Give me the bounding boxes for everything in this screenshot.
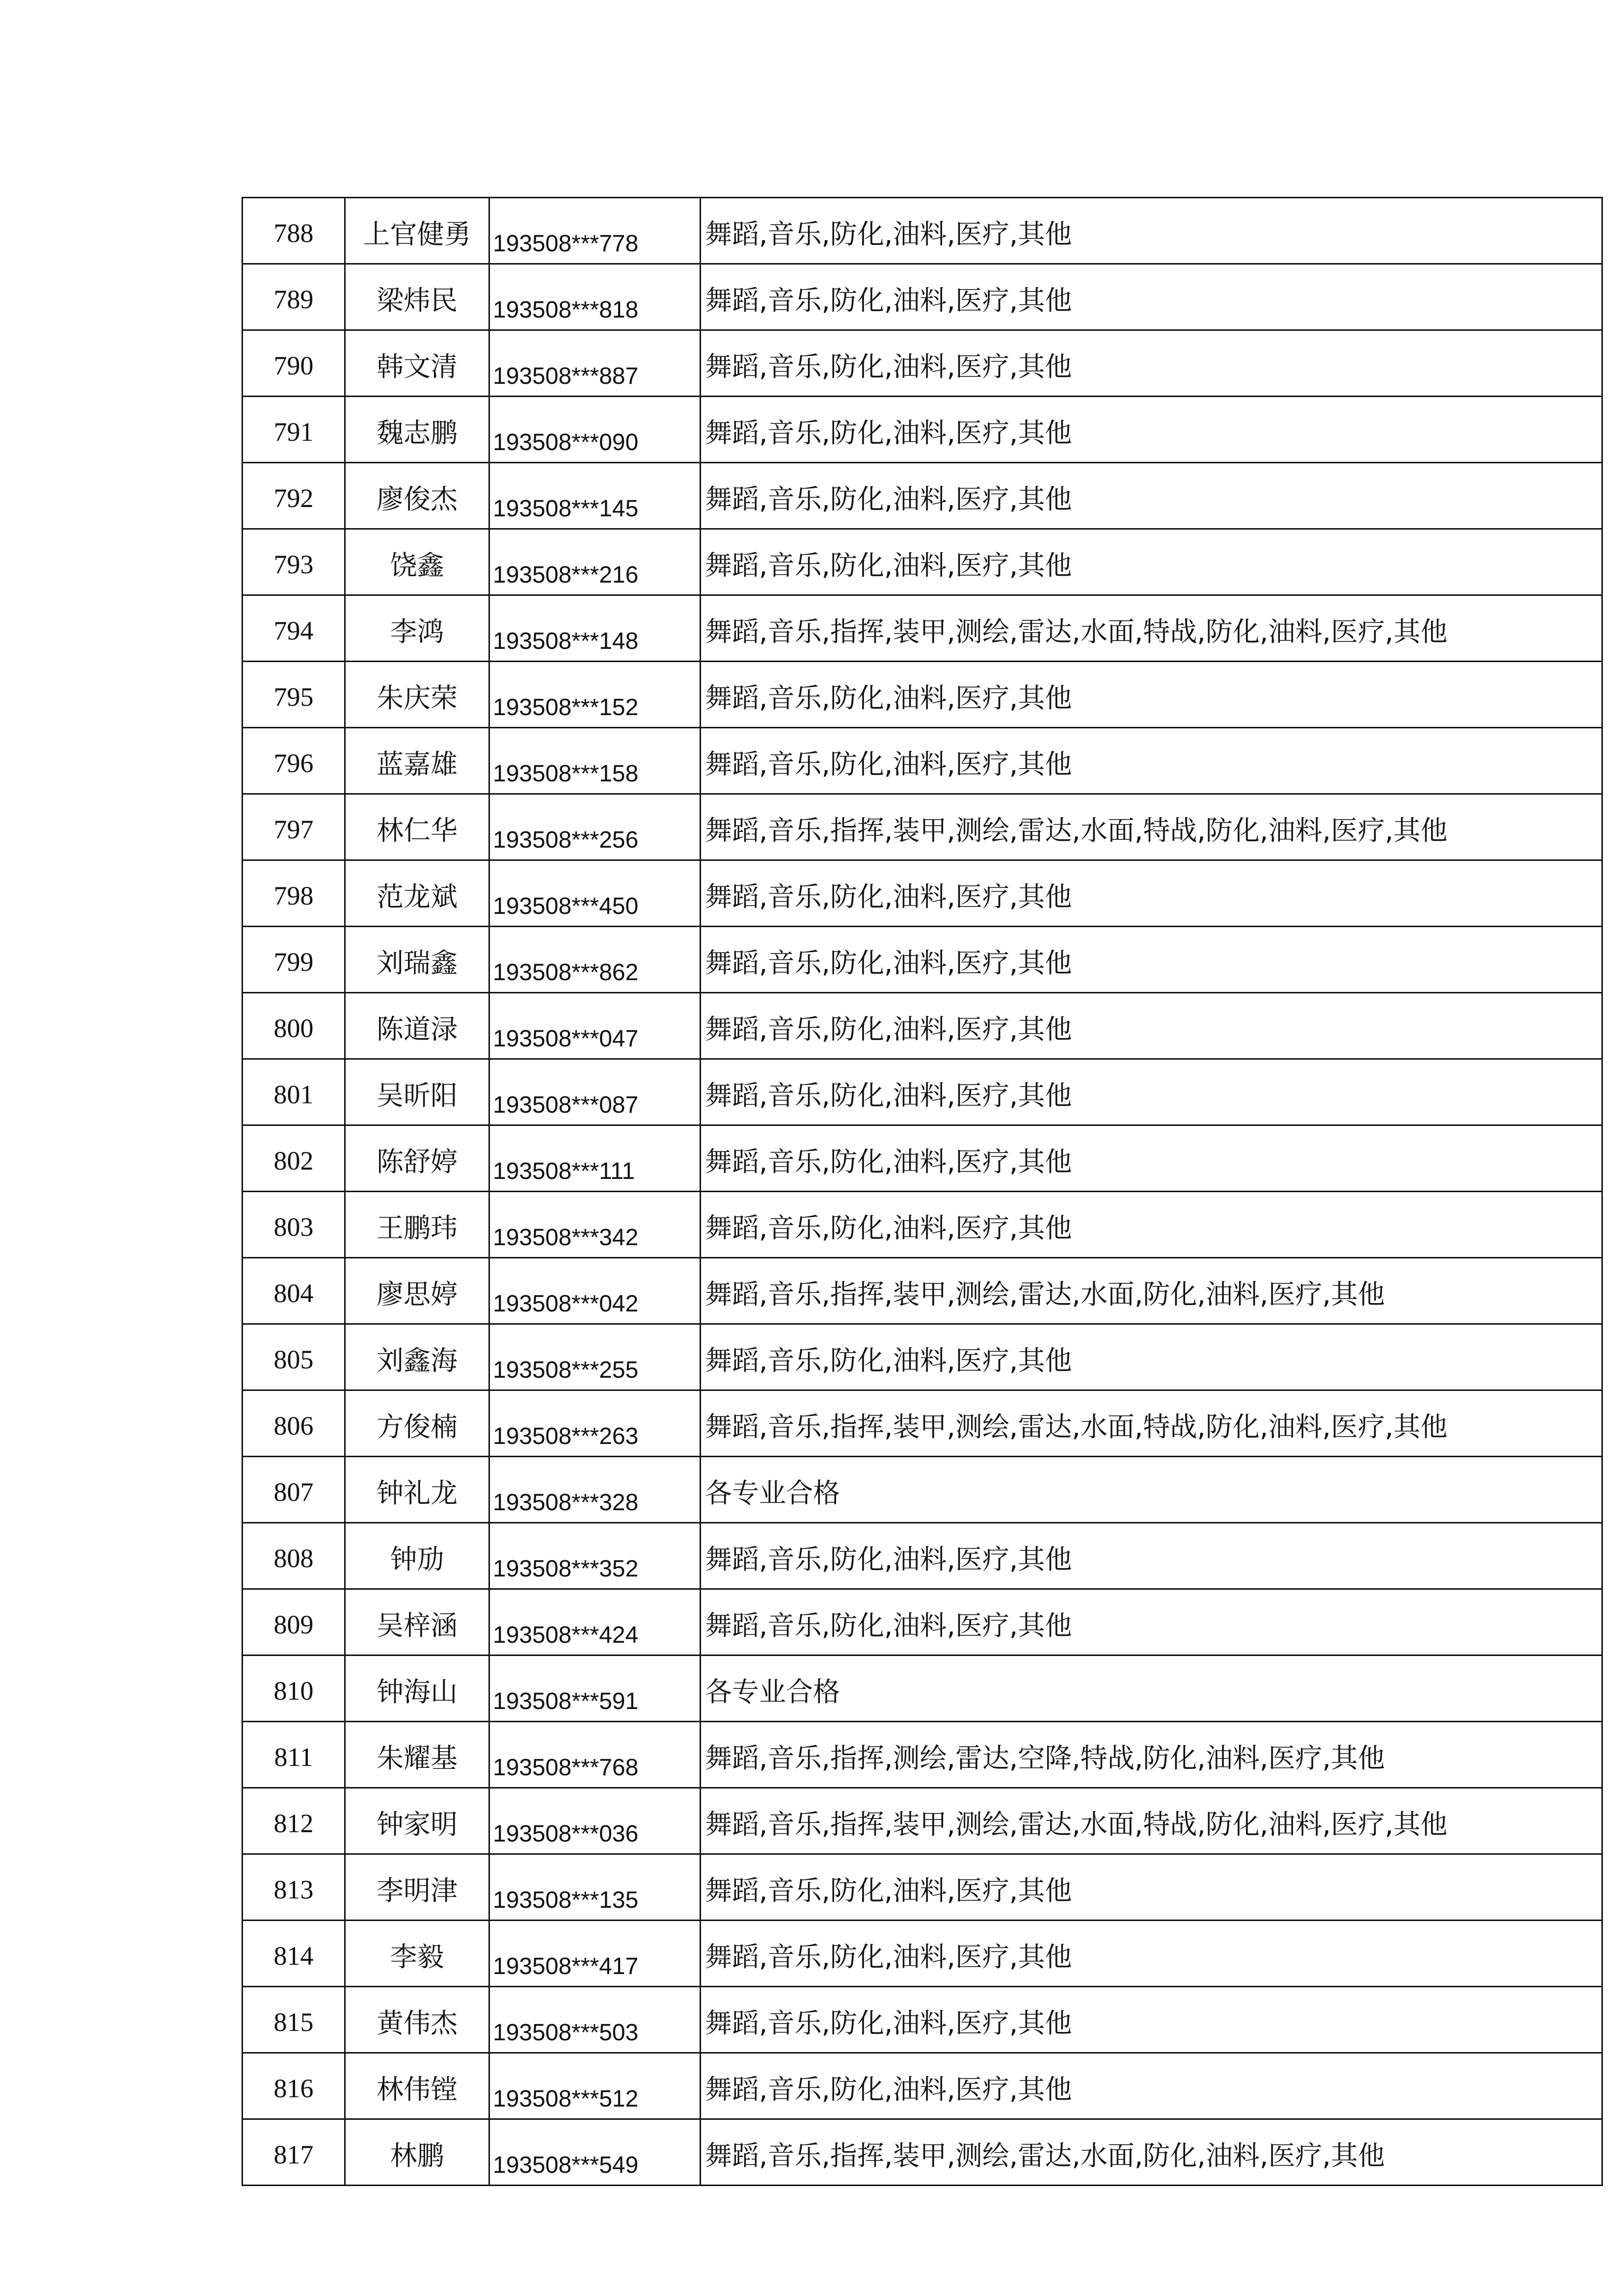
qualified-specialties-cell: 舞蹈,音乐,防化,油料,医疗,其他 xyxy=(701,1125,1602,1192)
id-number-cell: 193508***090 xyxy=(489,397,701,463)
row-number-cell: 810 xyxy=(243,1655,345,1722)
row-number-cell: 794 xyxy=(243,595,345,662)
row-number-cell: 790 xyxy=(243,330,345,397)
qualified-specialties-cell: 舞蹈,音乐,防化,油料,医疗,其他 xyxy=(701,198,1602,264)
row-number-cell: 817 xyxy=(243,2119,345,2186)
table-row xyxy=(243,794,1602,860)
row-number-cell: 812 xyxy=(243,1788,345,1854)
row-number-cell: 788 xyxy=(243,198,345,264)
id-number-cell: 193508***152 xyxy=(489,662,701,728)
table-row xyxy=(243,2119,1602,2186)
row-number-cell: 796 xyxy=(243,728,345,794)
table-row xyxy=(243,860,1602,927)
table-row xyxy=(243,529,1602,595)
row-number-cell: 803 xyxy=(243,1192,345,1258)
row-number-cell: 804 xyxy=(243,1258,345,1324)
row-number-cell: 816 xyxy=(243,2053,345,2119)
id-number-cell: 193508***255 xyxy=(489,1324,701,1390)
table-row xyxy=(243,1523,1602,1589)
result-table xyxy=(242,197,1603,2186)
qualified-specialties-cell: 舞蹈,音乐,防化,油料,医疗,其他 xyxy=(701,728,1602,794)
qualified-specialties-cell: 舞蹈,音乐,防化,油料,医疗,其他 xyxy=(701,1589,1602,1655)
name-cell: 廖思婷 xyxy=(345,1258,489,1324)
name-cell: 钟劢 xyxy=(345,1523,489,1589)
table-row xyxy=(243,198,1602,264)
name-cell: 李鸿 xyxy=(345,595,489,662)
row-number-cell: 792 xyxy=(243,463,345,529)
name-cell: 方俊楠 xyxy=(345,1390,489,1457)
id-number-cell: 193508***148 xyxy=(489,595,701,662)
id-number-cell: 193508***778 xyxy=(489,198,701,264)
row-number-cell: 789 xyxy=(243,264,345,330)
table-row xyxy=(243,662,1602,728)
name-cell: 刘鑫海 xyxy=(345,1324,489,1390)
id-number-cell: 193508***887 xyxy=(489,330,701,397)
table-row xyxy=(243,1655,1602,1722)
table-row xyxy=(243,1722,1602,1788)
name-cell: 林仁华 xyxy=(345,794,489,860)
table-row xyxy=(243,1788,1602,1854)
table-row xyxy=(243,1059,1602,1125)
qualified-specialties-cell: 舞蹈,音乐,防化,油料,医疗,其他 xyxy=(701,1921,1602,1987)
id-number-cell: 193508***328 xyxy=(489,1457,701,1523)
table-row xyxy=(243,993,1602,1059)
id-number-cell: 193508***263 xyxy=(489,1390,701,1457)
table-row xyxy=(243,1589,1602,1655)
row-number-cell: 815 xyxy=(243,1987,345,2053)
id-number-cell: 193508***549 xyxy=(489,2119,701,2186)
row-number-cell: 802 xyxy=(243,1125,345,1192)
name-cell: 朱庆荣 xyxy=(345,662,489,728)
id-number-cell: 193508***862 xyxy=(489,927,701,993)
row-number-cell: 800 xyxy=(243,993,345,1059)
row-number-cell: 809 xyxy=(243,1589,345,1655)
row-number-cell: 797 xyxy=(243,794,345,860)
name-cell: 陈道渌 xyxy=(345,993,489,1059)
name-cell: 梁炜民 xyxy=(345,264,489,330)
row-number-cell: 805 xyxy=(243,1324,345,1390)
table-row xyxy=(243,1921,1602,1987)
id-number-cell: 193508***111 xyxy=(489,1125,701,1192)
qualified-specialties-cell: 舞蹈,音乐,防化,油料,医疗,其他 xyxy=(701,993,1602,1059)
table-row xyxy=(243,1987,1602,2053)
table-row xyxy=(243,2053,1602,2119)
id-number-cell: 193508***512 xyxy=(489,2053,701,2119)
row-number-cell: 801 xyxy=(243,1059,345,1125)
row-number-cell: 813 xyxy=(243,1854,345,1921)
name-cell: 廖俊杰 xyxy=(345,463,489,529)
name-cell: 刘瑞鑫 xyxy=(345,927,489,993)
id-number-cell: 193508***216 xyxy=(489,529,701,595)
qualified-specialties-cell: 舞蹈,音乐,防化,油料,医疗,其他 xyxy=(701,264,1602,330)
id-number-cell: 193508***424 xyxy=(489,1589,701,1655)
qualified-specialties-cell: 舞蹈,音乐,防化,油料,医疗,其他 xyxy=(701,927,1602,993)
table-row xyxy=(243,1192,1602,1258)
name-cell: 王鹏玮 xyxy=(345,1192,489,1258)
row-number-cell: 806 xyxy=(243,1390,345,1457)
id-number-cell: 193508***036 xyxy=(489,1788,701,1854)
table-row xyxy=(243,728,1602,794)
table-row xyxy=(243,463,1602,529)
qualified-specialties-cell: 舞蹈,音乐,防化,油料,医疗,其他 xyxy=(701,1059,1602,1125)
table-row xyxy=(243,927,1602,993)
name-cell: 吴昕阳 xyxy=(345,1059,489,1125)
name-cell: 林鹏 xyxy=(345,2119,489,2186)
table-row xyxy=(243,1324,1602,1390)
name-cell: 饶鑫 xyxy=(345,529,489,595)
table-row xyxy=(243,397,1602,463)
qualified-specialties-cell: 舞蹈,音乐,指挥,装甲,测绘,雷达,水面,特战,防化,油料,医疗,其他 xyxy=(701,1788,1602,1854)
name-cell: 黄伟杰 xyxy=(345,1987,489,2053)
table-row xyxy=(243,330,1602,397)
name-cell: 李明津 xyxy=(345,1854,489,1921)
name-cell: 钟家明 xyxy=(345,1788,489,1854)
id-number-cell: 193508***818 xyxy=(489,264,701,330)
row-number-cell: 807 xyxy=(243,1457,345,1523)
row-number-cell: 814 xyxy=(243,1921,345,1987)
qualified-specialties-cell: 舞蹈,音乐,指挥,装甲,测绘,雷达,水面,防化,油料,医疗,其他 xyxy=(701,2119,1602,2186)
qualified-specialties-cell: 舞蹈,音乐,指挥,测绘,雷达,空降,特战,防化,油料,医疗,其他 xyxy=(701,1722,1602,1788)
row-number-cell: 798 xyxy=(243,860,345,927)
name-cell: 范龙斌 xyxy=(345,860,489,927)
qualified-specialties-cell: 舞蹈,音乐,指挥,装甲,测绘,雷达,水面,防化,油料,医疗,其他 xyxy=(701,1258,1602,1324)
qualified-specialties-cell: 舞蹈,音乐,指挥,装甲,测绘,雷达,水面,特战,防化,油料,医疗,其他 xyxy=(701,1390,1602,1457)
name-cell: 钟海山 xyxy=(345,1655,489,1722)
name-cell: 林伟镗 xyxy=(345,2053,489,2119)
qualified-specialties-cell: 舞蹈,音乐,防化,油料,医疗,其他 xyxy=(701,1192,1602,1258)
id-number-cell: 193508***087 xyxy=(489,1059,701,1125)
row-number-cell: 811 xyxy=(243,1722,345,1788)
qualified-specialties-cell: 舞蹈,音乐,防化,油料,医疗,其他 xyxy=(701,1523,1602,1589)
id-number-cell: 193508***042 xyxy=(489,1258,701,1324)
name-cell: 吴梓涵 xyxy=(345,1589,489,1655)
name-cell: 朱耀基 xyxy=(345,1722,489,1788)
name-cell: 李毅 xyxy=(345,1921,489,1987)
qualified-specialties-cell: 舞蹈,音乐,防化,油料,医疗,其他 xyxy=(701,1987,1602,2053)
table-row xyxy=(243,595,1602,662)
name-cell: 上官健勇 xyxy=(345,198,489,264)
table-row xyxy=(243,264,1602,330)
qualified-specialties-cell: 舞蹈,音乐,防化,油料,医疗,其他 xyxy=(701,463,1602,529)
row-number-cell: 799 xyxy=(243,927,345,993)
id-number-cell: 193508***352 xyxy=(489,1523,701,1589)
id-number-cell: 193508***135 xyxy=(489,1854,701,1921)
table-row xyxy=(243,1390,1602,1457)
row-number-cell: 791 xyxy=(243,397,345,463)
qualified-specialties-cell: 舞蹈,音乐,防化,油料,医疗,其他 xyxy=(701,397,1602,463)
name-cell: 韩文清 xyxy=(345,330,489,397)
row-number-cell: 795 xyxy=(243,662,345,728)
qualified-specialties-cell: 舞蹈,音乐,指挥,装甲,测绘,雷达,水面,特战,防化,油料,医疗,其他 xyxy=(701,794,1602,860)
id-number-cell: 193508***503 xyxy=(489,1987,701,2053)
qualified-specialties-cell: 舞蹈,音乐,指挥,装甲,测绘,雷达,水面,特战,防化,油料,医疗,其他 xyxy=(701,595,1602,662)
table-row xyxy=(243,1125,1602,1192)
qualified-specialties-cell: 各专业合格 xyxy=(701,1457,1602,1523)
id-number-cell: 193508***591 xyxy=(489,1655,701,1722)
table-row xyxy=(243,1457,1602,1523)
qualified-specialties-cell: 各专业合格 xyxy=(701,1655,1602,1722)
qualified-specialties-cell: 舞蹈,音乐,防化,油料,医疗,其他 xyxy=(701,2053,1602,2119)
qualified-specialties-cell: 舞蹈,音乐,防化,油料,医疗,其他 xyxy=(701,330,1602,397)
id-number-cell: 193508***145 xyxy=(489,463,701,529)
qualified-specialties-cell: 舞蹈,音乐,防化,油料,医疗,其他 xyxy=(701,1324,1602,1390)
qualified-specialties-cell: 舞蹈,音乐,防化,油料,医疗,其他 xyxy=(701,860,1602,927)
name-cell: 魏志鹏 xyxy=(345,397,489,463)
name-cell: 陈舒婷 xyxy=(345,1125,489,1192)
qualified-specialties-cell: 舞蹈,音乐,防化,油料,医疗,其他 xyxy=(701,1854,1602,1921)
qualified-specialties-cell: 舞蹈,音乐,防化,油料,医疗,其他 xyxy=(701,662,1602,728)
id-number-cell: 193508***047 xyxy=(489,993,701,1059)
id-number-cell: 193508***417 xyxy=(489,1921,701,1987)
qualified-specialties-cell: 舞蹈,音乐,防化,油料,医疗,其他 xyxy=(701,529,1602,595)
name-cell: 钟礼龙 xyxy=(345,1457,489,1523)
id-number-cell: 193508***256 xyxy=(489,794,701,860)
row-number-cell: 808 xyxy=(243,1523,345,1589)
result-table-body xyxy=(243,198,1602,2186)
id-number-cell: 193508***450 xyxy=(489,860,701,927)
id-number-cell: 193508***768 xyxy=(489,1722,701,1788)
id-number-cell: 193508***158 xyxy=(489,728,701,794)
name-cell: 蓝嘉雄 xyxy=(345,728,489,794)
table-row xyxy=(243,1854,1602,1921)
id-number-cell: 193508***342 xyxy=(489,1192,701,1258)
row-number-cell: 793 xyxy=(243,529,345,595)
table-row xyxy=(243,1258,1602,1324)
